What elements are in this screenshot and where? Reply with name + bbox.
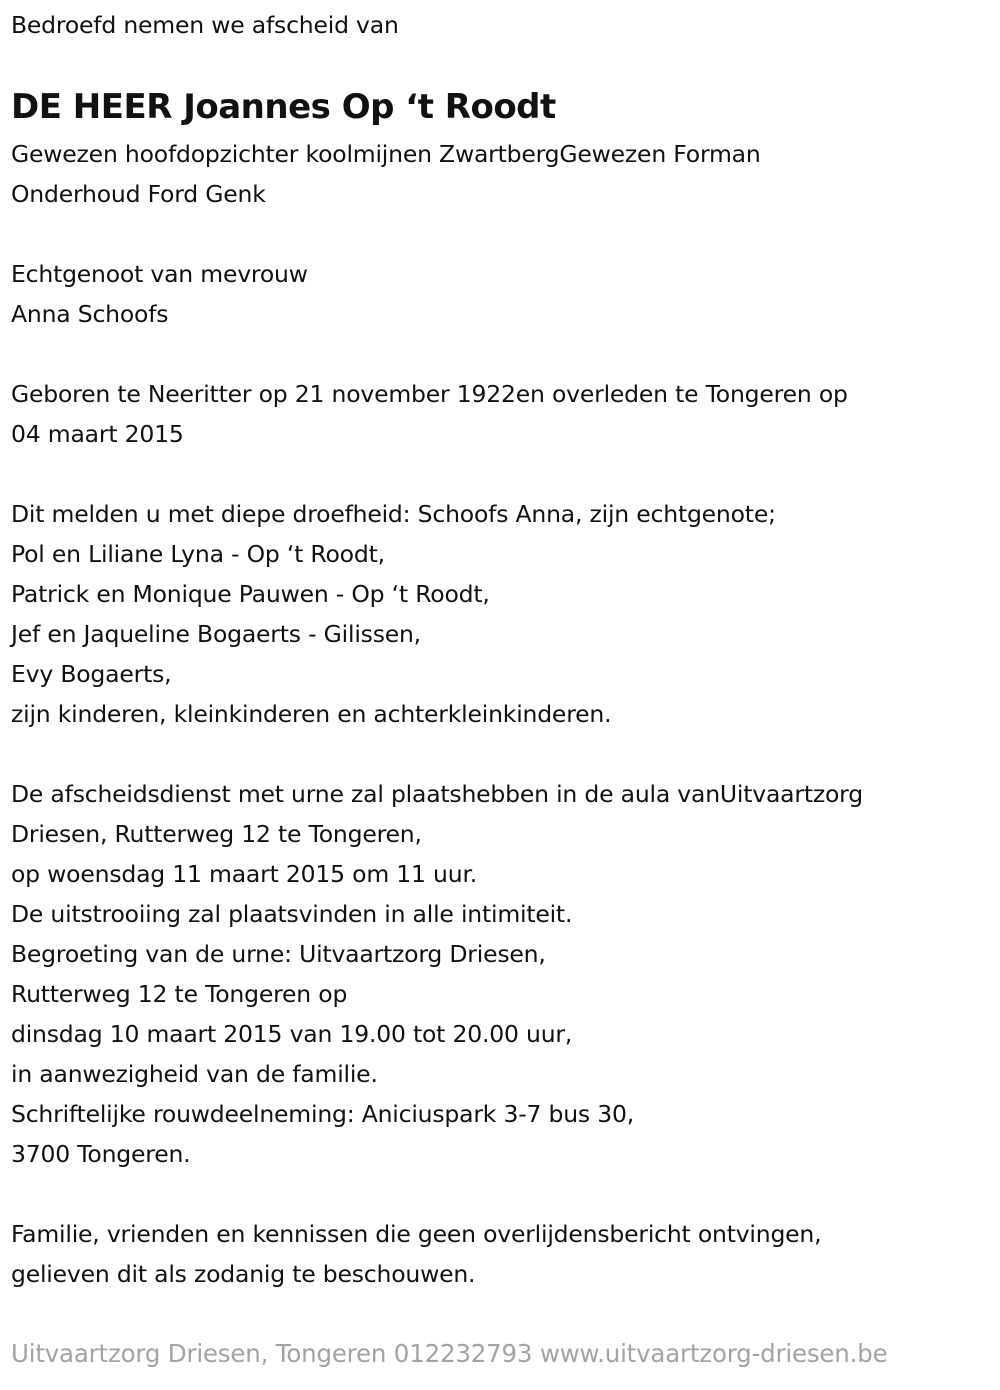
closing-line: gelieven dit als zodanig te beschouwen. — [11, 1260, 476, 1288]
family-line: zijn kinderen, kleinkinderen en achterkleinkinderen. — [11, 700, 612, 728]
family-line: Patrick en Monique Pauwen - Op ‘t Roodt, — [11, 580, 490, 608]
occupation-line: Gewezen hoofdopzichter koolmijnen ZwartbergGewezen Forman — [11, 140, 761, 168]
ceremony-line: Driesen, Rutterweg 12 te Tongeren, — [11, 820, 422, 848]
ceremony-line: Begroeting van de urne: Uitvaartzorg Driesen, — [11, 940, 546, 968]
ceremony-line: Rutterweg 12 te Tongeren op — [11, 980, 348, 1008]
ceremony-line: De uitstrooiing zal plaatsvinden in alle intimiteit. — [11, 900, 573, 928]
ceremony-block — [11, 774, 863, 1174]
spouse-line: Echtgenoot van mevrouw — [11, 260, 308, 288]
birth-death-block — [11, 374, 848, 454]
closing-block — [11, 1214, 821, 1294]
funeral-home-footer: Uitvaartzorg Driesen, Tongeren 012232793 www.uitvaartzorg-driesen.be — [11, 1339, 888, 1368]
intro-text: Bedroefd nemen we afscheid van — [11, 11, 399, 39]
birth-death-line: Geboren te Neeritter op 21 november 1922en overleden te Tongeren op — [11, 380, 848, 408]
family-line: Evy Bogaerts, — [11, 660, 172, 688]
ceremony-line: dinsdag 10 maart 2015 van 19.00 tot 20.00 uur, — [11, 1020, 573, 1048]
spouse-line: Anna Schoofs — [11, 300, 169, 328]
ceremony-line: op woensdag 11 maart 2015 om 11 uur. — [11, 860, 478, 888]
spouse-block — [11, 254, 308, 334]
ceremony-line: De afscheidsdienst met urne zal plaatshebben in de aula vanUitvaartzorg — [11, 780, 863, 808]
ceremony-line: 3700 Tongeren. — [11, 1140, 191, 1168]
family-line: Pol en Liliane Lyna - Op ‘t Roodt, — [11, 540, 385, 568]
closing-line: Familie, vrienden en kennissen die geen overlijdensbericht ontvingen, — [11, 1220, 822, 1248]
family-block — [11, 494, 776, 734]
birth-death-line: 04 maart 2015 — [11, 420, 184, 448]
ceremony-line: Schriftelijke rouwdeelneming: Aniciuspark 3-7 bus 30, — [11, 1100, 635, 1128]
occupation-line: Onderhoud Ford Genk — [11, 180, 266, 208]
deceased-name-title: DE HEER Joannes Op ‘t Roodt — [11, 87, 556, 127]
ceremony-line: in aanwezigheid van de familie. — [11, 1060, 378, 1088]
family-line: Dit melden u met diepe droefheid: Schoofs Anna, zijn echtgenote; — [11, 500, 776, 528]
occupation-block — [11, 134, 761, 214]
family-line: Jef en Jaqueline Bogaerts - Gilissen, — [11, 620, 421, 648]
